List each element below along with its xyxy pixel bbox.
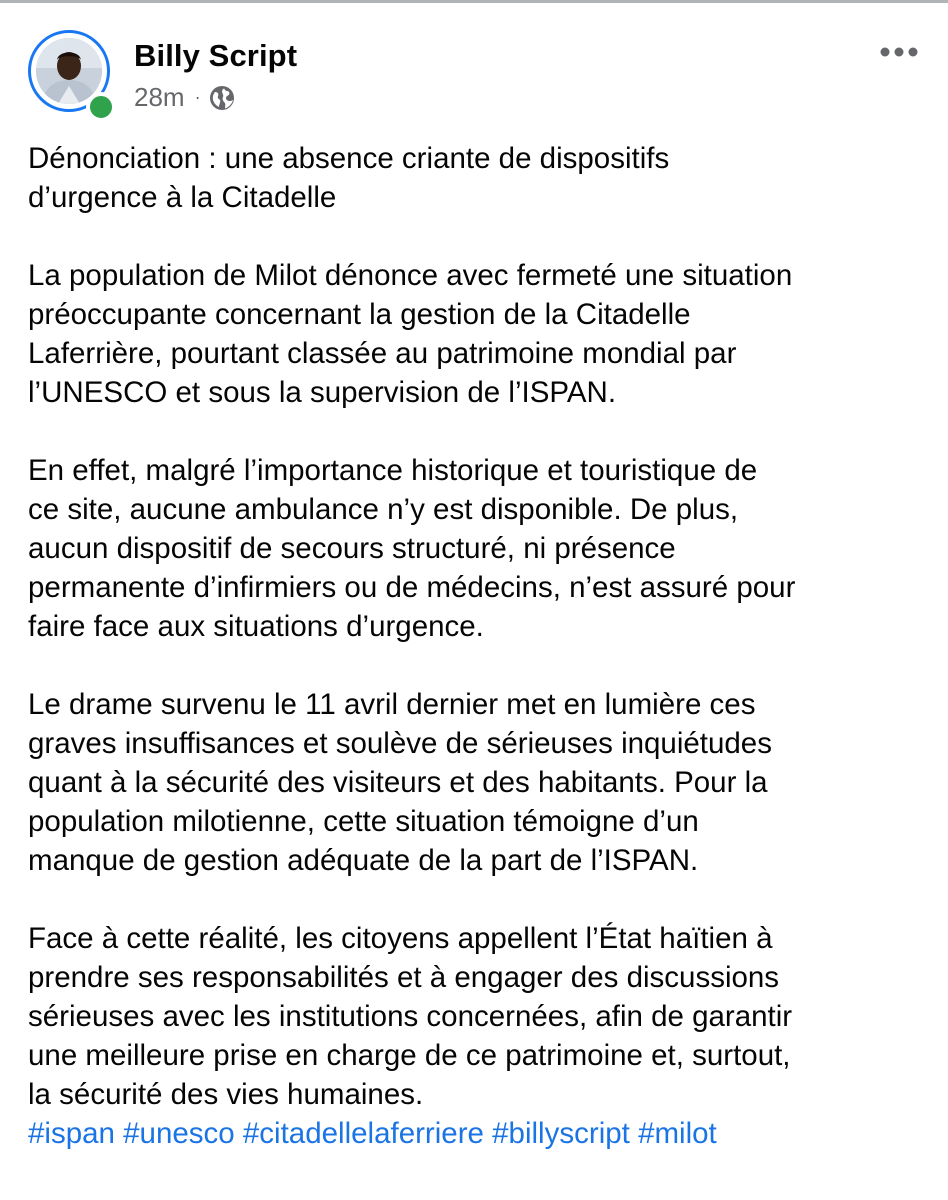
hashtag-link[interactable]: #billyscript: [492, 1117, 630, 1150]
hashtag-link[interactable]: #citadellelaferriere: [242, 1117, 484, 1150]
globe-icon[interactable]: [209, 85, 235, 111]
hashtag-link[interactable]: #milot: [638, 1117, 717, 1150]
hashtag-link[interactable]: #ispan: [28, 1117, 115, 1150]
post-paragraph-5: Face à cette réalité, les citoyens appellent l’État haïtien à prendre ses responsabilités et à engager des discussions sérieuses avec les institutions concernées, afin de garantir une meilleure prise en charge de ce patrimoine et, surtout, la sécurité des vies humaines.: [28, 922, 793, 1111]
hashtag-link[interactable]: #unesco: [123, 1117, 235, 1150]
post-paragraph-4: Le drame survenu le 11 avril dernier met en lumière ces graves insuffisances et soulève de sérieuses inquiétudes quant à la sécurité des visiteurs et des habitants. Pour la population milotienne, cette situation témoigne d’un manque de gestion adéquate de la part de l’ISPAN.: [28, 688, 772, 877]
post-paragraph-2: La population de Milot dénonce avec fermeté une situation préoccupante concernant la gestion de la Citadelle Laferrière, pourtant classée au patrimoine mondial par l’UNESCO et sous la supervision de l’ISPAN.: [28, 259, 793, 409]
online-status-indicator: [86, 92, 116, 122]
post-time[interactable]: 28m: [134, 82, 185, 112]
post-paragraph-3: En effet, malgré l’importance historique et touristique de ce site, aucune ambulance n’y est disponible. De plus, aucun dispositif de secours structuré, ni présence permanente d’infirmiers ou de médecins, n’est assuré pour faire face aux situations d’urgence.: [28, 454, 796, 643]
post-meta: [134, 82, 235, 113]
hashtag-list: [28, 1114, 928, 1153]
author-name[interactable]: Billy Script: [134, 38, 298, 73]
more-options-icon[interactable]: [876, 40, 922, 64]
avatar[interactable]: [28, 30, 116, 118]
post-paragraph-1: Dénonciation : une absence criante de dispositifs d’urgence à la Citadelle: [28, 142, 670, 214]
meta-separator: ·: [194, 87, 201, 107]
post-body: [28, 139, 928, 1153]
